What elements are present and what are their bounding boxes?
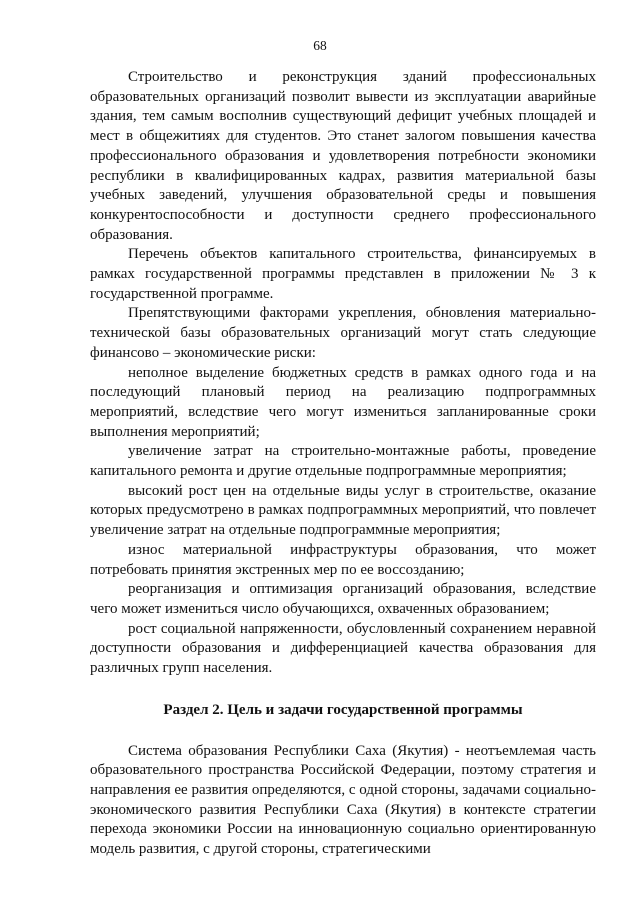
risk-list-item: увеличение затрат на строительно-монтажные работы, проведение капитального ремонта и другие отдельные подпрограммные мероприятия; [90,443,596,480]
risk-list-item: высокий рост цен на отдельные виды услуг в строительстве, оказание которых предусмотрено в рамках подпрограммных мероприятий, что повлечет увеличение затрат на отдельные подпрограммные мероприятия; [90,482,596,539]
section-heading: Раздел 2. Цель и задачи государственной программы [163,701,523,718]
risk-list-item: реорганизация и оптимизация организаций образования, вследствие чего может измениться число обучающихся, охваченных образованием; [90,581,596,617]
risk-list-item: неполное выделение бюджетных средств в рамках одного года и на последующий плановый период на реализацию подпрограммных мероприятий, вследствие чего могут измениться запланированные сроки выполнения мероприятий; [90,364,596,440]
document-body [90,68,596,860]
risk-list-item: рост социальной напряженности, обусловленный сохранением неравной доступности образования и дифференциацией качества образования для различных групп населения. [90,620,596,677]
paragraph: Перечень объектов капитального строительства, финансируемых в рамках государственной программы представлен в приложении № 3 к государственной программе. [90,246,596,302]
paragraph: Препятствующими факторами укрепления, обновления материально-технической базы образовательных организаций могут стать следующие финансово – экономические риски: [90,305,596,361]
paragraph: Строительство и реконструкция зданий профессиональных образовательных организаций позволит вывести из эксплуатации аварийные здания, тем самым восполнив существующий дефицит учебных площадей и мест в общежитиях для студентов. Это станет залогом повышения качества профессионального образования и удовлетворения потребности экономики республики в квалифицированных кадрах, развития материальной базы учебных заведений, улучшения образовательной среды и повышения конкурентоспособности и доступности среднего профессионального образования. [90,69,596,243]
page-number: 68 [313,38,327,53]
paragraph: Система образования Республики Саха (Якутия) - неотъемлемая часть образовательного пространства Российской Федерации, поэтому стратегия и направления ее развития определяются, с одной стороны, задачами социально-экономического развития Республики Саха (Якутия) в контексте стратегии перехода экономики России на инновационную социально ориентированную модель развития, с другой стороны, стратегическими [90,742,596,858]
risk-list-item: износ материальной инфраструктуры образования, что может потребовать принятия экстренных мер по ее воссозданию; [90,541,596,578]
